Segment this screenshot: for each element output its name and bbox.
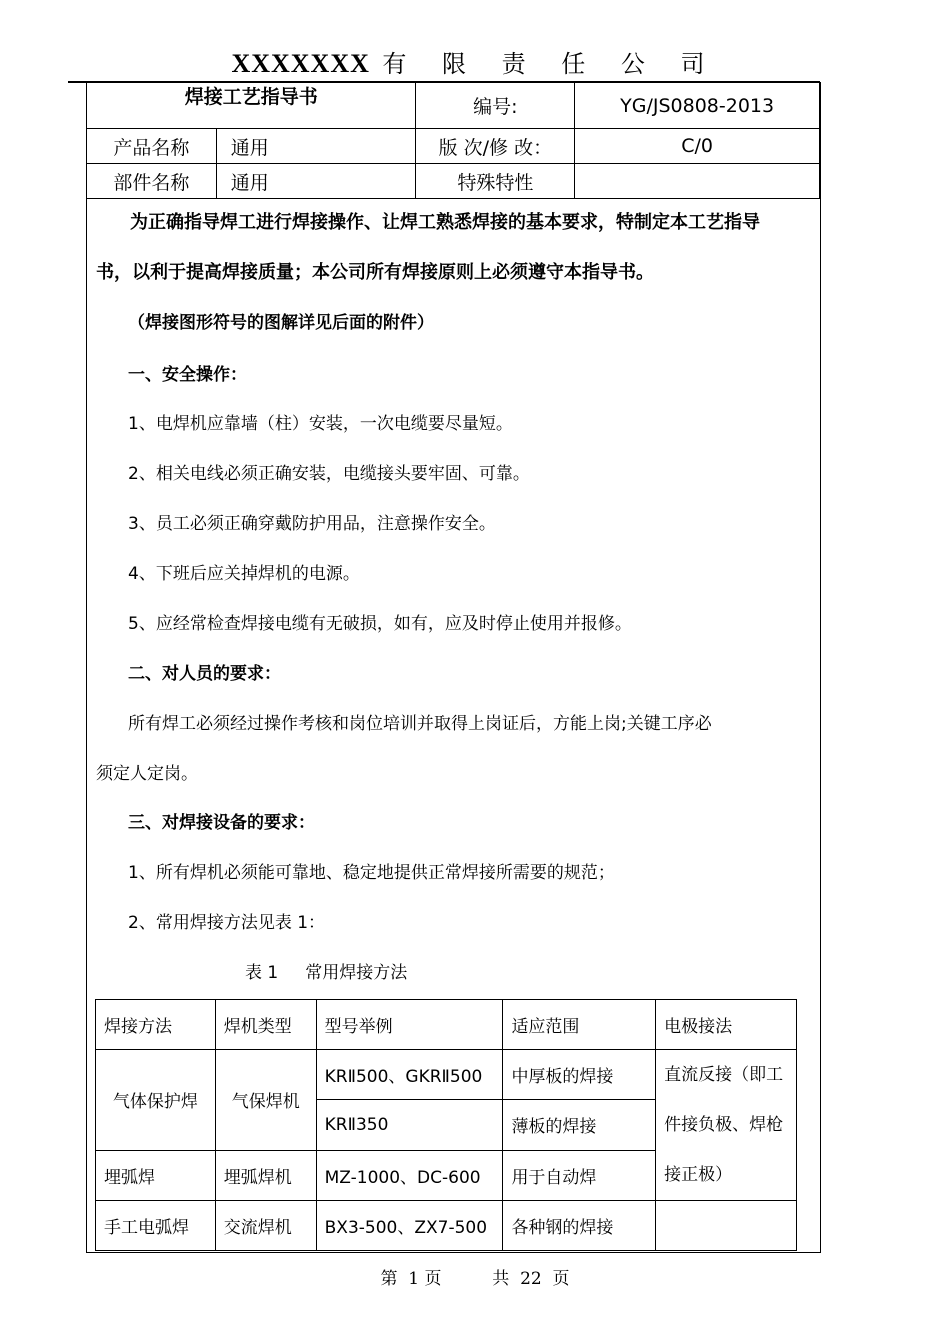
code-value: YG/JS0808-2013	[575, 83, 820, 129]
table-header-row	[96, 1000, 797, 1050]
equipment-item: 2、常用焊接方法见表 1：	[128, 913, 326, 933]
column-header: 焊接方法	[96, 1000, 216, 1050]
cell-model: KRⅡ350	[316, 1100, 503, 1150]
cell-machine-gas: 气保焊机	[215, 1050, 316, 1151]
attachment-note: （焊接图形符号的图解详见后面的附件）	[128, 313, 434, 333]
page-total: 共 22 页	[492, 1269, 570, 1289]
company-suffix: 有 限 责 任 公 司	[382, 50, 719, 78]
special-label: 特殊特性	[416, 164, 575, 199]
cell-machine: 交流焊机	[215, 1201, 316, 1251]
cell-method: 埋弧焊	[96, 1150, 216, 1200]
company-header	[0, 44, 950, 79]
cell-method: 手工电弧焊	[96, 1201, 216, 1251]
cell-machine: 埋弧焊机	[215, 1150, 316, 1200]
table-caption: 表 1 常用焊接方法	[245, 963, 408, 983]
electrode-line: 直流反接（即工	[664, 1065, 784, 1085]
personnel-text-line-2: 须定人定岗。	[96, 764, 198, 784]
company-name: XXXXXXX	[231, 49, 370, 78]
column-header: 焊机类型	[215, 1000, 316, 1050]
cell-model: BX3-500、ZX7-500	[316, 1201, 503, 1251]
version-label: 版 次/修 改：	[416, 129, 575, 164]
intro-line-1: 为正确指导焊工进行焊接操作、让焊工熟悉焊接的基本要求，特制定本工艺指导	[130, 212, 760, 233]
product-label: 产品名称	[87, 129, 217, 164]
version-value: C/0	[575, 129, 820, 164]
cell-electrode-empty	[656, 1201, 797, 1251]
cell-electrode-connection	[656, 1050, 797, 1201]
cell-range: 薄板的焊接	[503, 1100, 656, 1150]
special-value	[575, 164, 820, 199]
column-header: 适应范围	[503, 1000, 656, 1050]
safety-item: 2、相关电线必须正确安装，电缆接头要牢固、可靠。	[128, 464, 530, 484]
section-personnel-title: 二、对人员的要求：	[128, 664, 281, 684]
electrode-line: 接正极）	[664, 1165, 733, 1185]
intro-line-2: 书，以利于提高焊接质量；本公司所有焊接原则上必须遵守本指导书。	[96, 262, 654, 283]
safety-item: 1、电焊机应靠墙（柱）安装，一次电缆要尽量短。	[128, 414, 513, 434]
cell-model: MZ-1000、DC-600	[316, 1150, 503, 1200]
cell-range: 各种钢的焊接	[503, 1201, 656, 1251]
cell-method-gas: 气体保护焊	[96, 1050, 216, 1151]
safety-item: 5、应经常检查焊接电缆有无破损，如有，应及时停止使用并报修。	[128, 614, 632, 634]
column-header: 型号举例	[316, 1000, 503, 1050]
welding-methods-table	[95, 999, 797, 1251]
part-label: 部件名称	[87, 164, 217, 199]
equipment-item: 1、所有焊机必须能可靠地、稳定地提供正常焊接所需要的规范；	[128, 863, 615, 883]
section-equipment-title: 三、对焊接设备的要求：	[128, 813, 315, 833]
product-value: 通用	[216, 129, 416, 164]
table-row	[96, 1050, 797, 1100]
section-safety-title: 一、安全操作：	[128, 365, 247, 385]
electrode-line: 件接负极、焊枪	[664, 1115, 784, 1135]
cell-model: KRⅡ500、GKRⅡ500	[316, 1050, 503, 1100]
safety-item: 3、员工必须正确穿戴防护用品，注意操作安全。	[128, 514, 496, 534]
document-title: 焊接工艺指导书	[87, 83, 416, 129]
cell-range: 中厚板的焊接	[503, 1050, 656, 1100]
part-value: 通用	[216, 164, 416, 199]
page-footer	[0, 1264, 950, 1289]
page-number: 第 1 页	[380, 1269, 442, 1289]
column-header: 电极接法	[656, 1000, 797, 1050]
table-row	[96, 1201, 797, 1251]
code-label: 编号:	[416, 83, 575, 129]
document-header-table	[86, 82, 820, 199]
personnel-text-line-1: 所有焊工必须经过操作考核和岗位培训并取得上岗证后，方能上岗;关键工序必	[128, 714, 712, 734]
safety-item: 4、下班后应关掉焊机的电源。	[128, 564, 360, 584]
cell-range: 用于自动焊	[503, 1150, 656, 1200]
